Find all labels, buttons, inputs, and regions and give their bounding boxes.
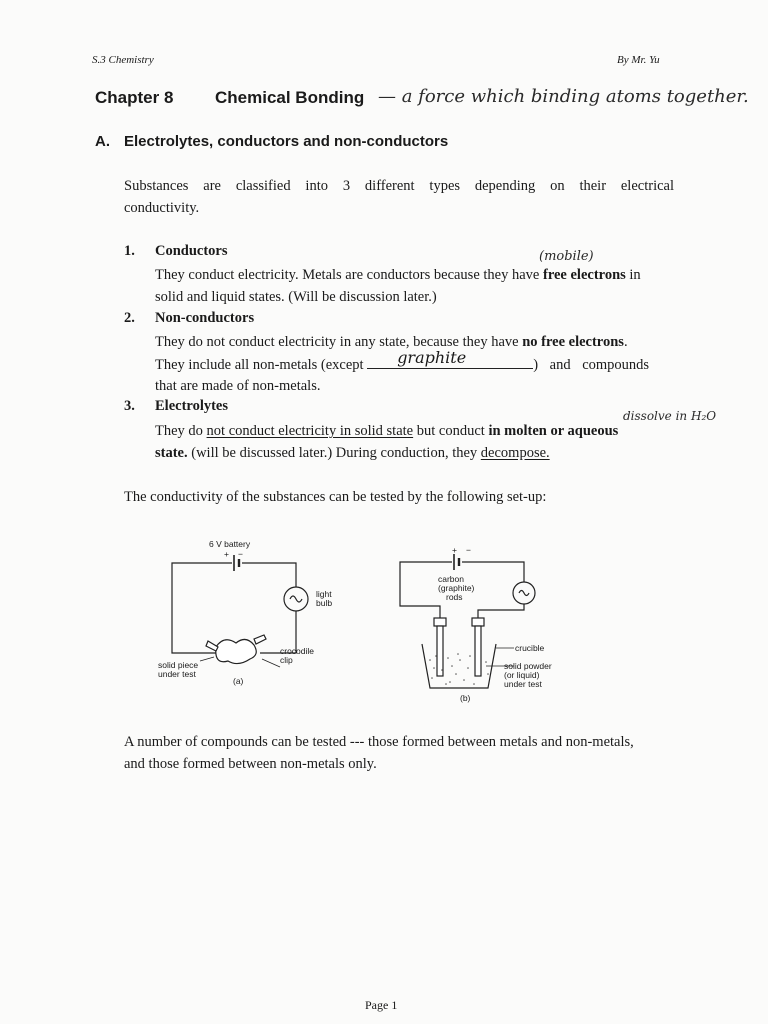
item-1-line-2: solid and liquid states. (Will be discussion later.) (155, 289, 437, 305)
figure-a-bulb-label-2: bulb (316, 598, 333, 608)
item-2-number: 2. (124, 310, 135, 326)
closing-line-1: A number of compounds can be tested --- those formed between metals and non-metals, (124, 734, 634, 750)
intro-line-2: conductivity. (124, 200, 200, 216)
figure-a-plus: + (224, 549, 229, 559)
figure-a-clip-label-2: clip (280, 655, 293, 665)
chapter-handwritten-note: — a force which binding atoms together. (378, 86, 749, 107)
figure-b-wire-right-top (462, 562, 524, 582)
figure-b-rod-left (437, 626, 443, 676)
chapter-number: Chapter 8 (95, 88, 174, 107)
figure-b-caption: (b) (460, 693, 471, 703)
closing-line-2: and those formed between non-metals only. (124, 756, 377, 772)
figure-a-bulb-filament (290, 596, 302, 602)
setup-text: The conductivity of the substances can be tested by the following set-up: (124, 489, 547, 505)
item-3-line-1: They do not conduct electricity in solid state but conduct in molten or aqueous (155, 423, 619, 439)
figure-a-clip-right (254, 635, 266, 644)
item-3-hand-note: dissolve in H₂O (623, 409, 717, 423)
figure-b-clip-left (434, 618, 446, 626)
figure-a-caption: (a) (233, 676, 244, 686)
figure-b-clip-right (472, 618, 484, 626)
figure-b-rods-label-1: carbon (438, 574, 464, 584)
item-1-line-1: They conduct electricity. Metals are conductors because they have free electrons in (155, 267, 641, 283)
figure-b-powder-label-1: solid powder (504, 661, 552, 671)
item-1-title: Conductors (155, 243, 228, 259)
figure-a-solid-pointer (200, 657, 214, 661)
figure-b-crucible-label: crucible (515, 643, 545, 653)
section-a-title: Electrolytes, conductors and non-conductors (124, 133, 449, 150)
author-label: By Mr. Yu (617, 54, 660, 66)
figure-a-minus: − (238, 549, 243, 559)
figure-b-rods-label-3: rods (446, 592, 463, 602)
figure-a-wire-right-top (242, 563, 296, 587)
item-3-title: Electrolytes (155, 398, 229, 414)
page-number: Page 1 (365, 998, 398, 1012)
figure-a-battery-label: 6 V battery (209, 539, 251, 549)
chapter-title: Chemical Bonding (215, 88, 365, 107)
item-2-line-1: They do not conduct electricity in any state, because they have no free electrons. (155, 334, 628, 350)
figure-a-solid-label-1: solid piece (158, 660, 199, 670)
figure-b-plus: + (452, 545, 457, 555)
figure-b-crucible (422, 644, 496, 688)
figure-b-wire-right-bottom (478, 604, 524, 620)
figure-a-solid-piece (216, 639, 257, 663)
item-2-title: Non-conductors (155, 310, 255, 326)
item-1-number: 1. (124, 243, 135, 259)
figure-a-solid-label-2: under test (158, 669, 196, 679)
course-label: S.3 Chemistry (92, 54, 154, 66)
figure-a-wire-left (172, 563, 232, 653)
graphite-blank (367, 348, 533, 369)
item-2-line-3: that are made of non-metals. (155, 378, 321, 394)
section-a-label: A. (95, 133, 110, 150)
figure-a-clip-pointer (262, 659, 280, 667)
figure-b-powder-label-2: (or liquid) (504, 670, 540, 680)
figure-b-rods-label-2: (graphite) (438, 583, 475, 593)
figure-a-clip-left (206, 641, 218, 651)
figure-b-bulb-filament (519, 591, 529, 596)
item-2-line-2: They include all non-metals (except graphite ) and compounds (155, 348, 650, 373)
figure-b-rod-right (475, 626, 481, 676)
intro-line-1: Substances are classified into 3 different types depending on their electrical (124, 178, 674, 194)
graphite-answer: graphite (397, 348, 467, 367)
figure-a-bulb-label-1: light (316, 589, 332, 599)
figure-b-powder-label-3: under test (504, 679, 542, 689)
item-1-hand-note: (mobile) (539, 249, 594, 264)
item-3-number: 3. (124, 398, 135, 414)
figure-a-clip-label-1: crocodile (280, 646, 315, 656)
item-3-line-2: state. (will be discussed later.) During conduction, they decompose. (155, 445, 550, 461)
figure-b-minus: − (466, 545, 471, 555)
